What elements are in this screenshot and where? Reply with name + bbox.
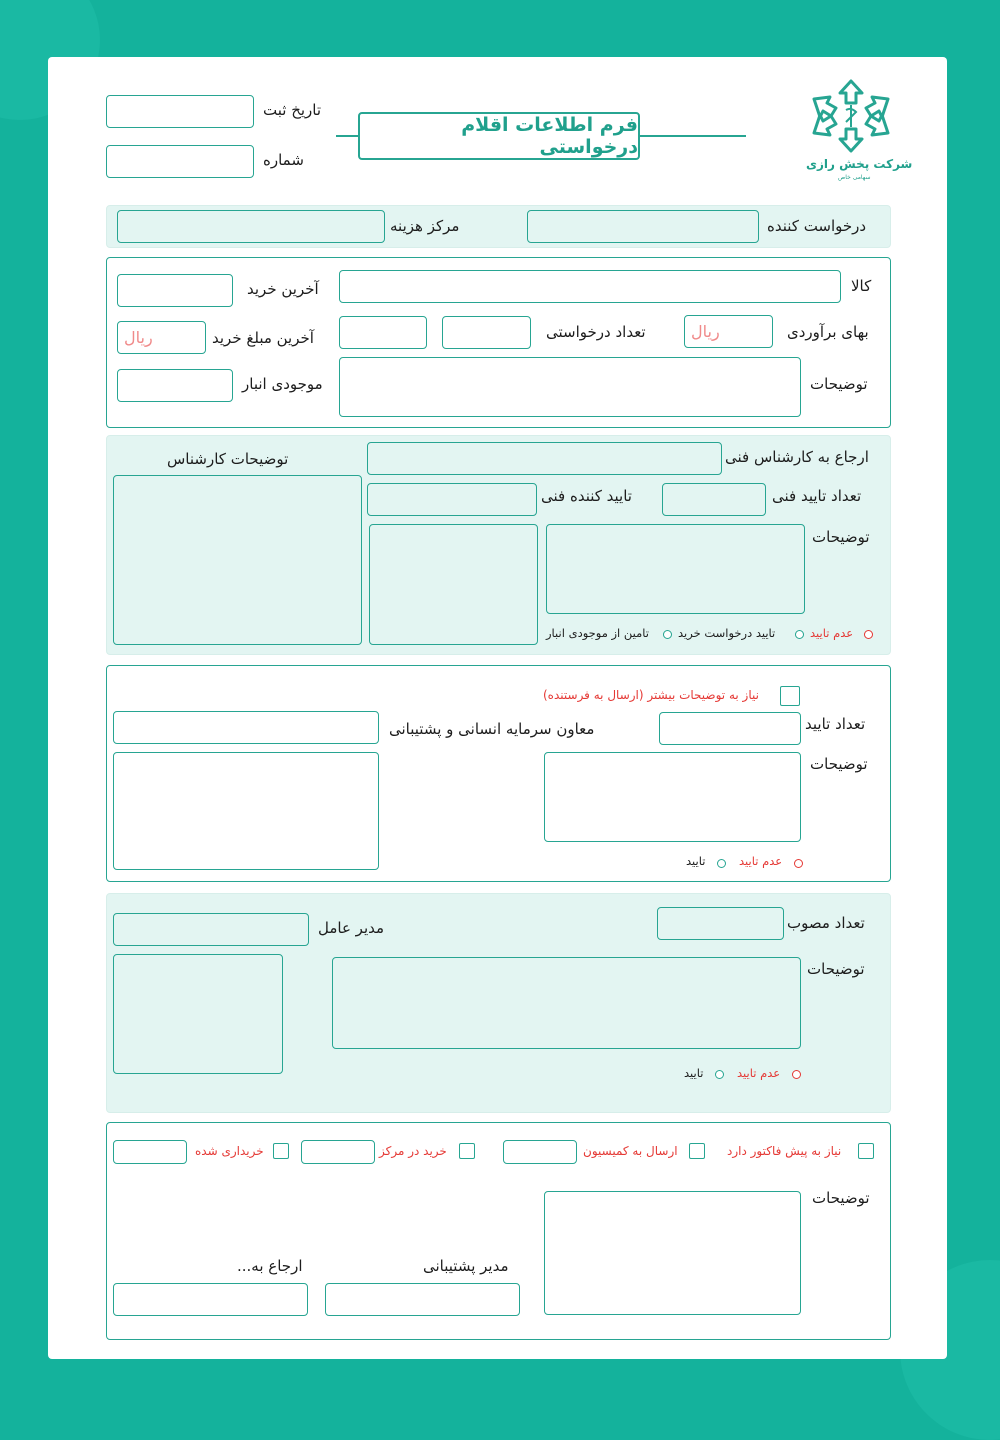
ceo-approve-option-label: تایید [684,1066,704,1080]
requested-qty-field-2[interactable] [339,316,427,349]
ceo-signature-field[interactable] [113,954,283,1074]
purchase-description-field[interactable] [544,1191,801,1315]
last-amount-unit: ریال [124,328,153,347]
tech-approver-label: تایید کننده فنی [541,487,632,505]
company-subtitle: سهامی خاص [838,174,871,181]
need-more-checkbox[interactable] [780,686,800,706]
stock-field[interactable] [117,369,233,402]
approved-count-field[interactable] [657,907,784,940]
form-title-box [358,112,640,160]
requester-section [106,205,891,248]
support-manager-field[interactable] [325,1283,520,1316]
approve-purchase-radio[interactable] [795,630,804,639]
approved-qty-label: تعداد تایید [805,715,866,733]
cost-center-label: مرکز هزینه [390,217,460,235]
ceo-description-field[interactable] [332,957,801,1049]
registration-date-field[interactable] [106,95,254,128]
from-stock-option-label: تامین از موجودی انبار [546,626,650,640]
buy-center-label: خرید در مرکز [379,1144,447,1158]
number-label: شماره [263,151,304,169]
buy-center-field[interactable] [301,1140,375,1164]
deputy-approve-option-label: تایید [686,854,706,868]
reject-radio[interactable] [864,630,873,639]
company-logo-icon [808,77,894,155]
tech-approved-qty-field[interactable] [662,483,766,516]
item-section [106,257,891,428]
tech-approved-qty-label: تعداد تایید فنی [772,487,862,505]
item-description-field[interactable] [339,357,801,417]
ceo-description-label: توضیحات [807,960,865,978]
need-proforma-checkbox[interactable] [858,1143,874,1159]
requester-label: درخواست کننده [767,217,867,235]
last-amount-field[interactable] [117,321,206,354]
tech-approver-field[interactable] [367,483,537,516]
need-proforma-label: نیاز به پیش فاکتور دارد [727,1144,842,1158]
ceo-field[interactable] [113,913,309,946]
item-description-label: توضیحات [810,375,868,393]
deputy-section [106,665,891,882]
deputy-signature-field[interactable] [113,752,379,870]
purchase-section [106,1122,891,1340]
item-field[interactable] [339,270,841,303]
approve-purchase-option-label: تایید درخواست خرید [678,626,776,640]
estimated-price-label: بهای برآوردی [787,323,869,341]
last-amount-label: آخرین مبلغ خرید [212,329,314,347]
cost-center-field[interactable] [117,210,385,243]
purchased-field[interactable] [113,1140,187,1164]
ceo-section [106,893,891,1113]
deputy-reject-radio[interactable] [794,859,803,868]
requested-qty-field[interactable] [442,316,531,349]
send-commission-label: ارسال به کمیسیون [583,1144,678,1158]
requested-qty-label: تعداد درخواستی [546,323,646,341]
deputy-approve-radio[interactable] [717,859,726,868]
number-field[interactable] [106,145,254,178]
tech-description-field[interactable] [546,524,805,614]
requester-field[interactable] [527,210,759,243]
deputy-field[interactable] [113,711,379,744]
title-line-right [640,135,746,137]
refer-to-field[interactable] [113,1283,308,1316]
reject-option-label: عدم تایید [810,626,854,640]
expert-notes-field[interactable] [113,475,362,645]
deputy-reject-option-label: عدم تایید [739,854,783,868]
form-sheet [48,57,947,1359]
form-title: فرم اطلاعات اقلام درخواستی [461,114,638,158]
deputy-description-field[interactable] [544,752,801,842]
purchased-checkbox[interactable] [273,1143,289,1159]
refer-expert-label: ارجاع به کارشناس فنی [725,448,869,466]
purchased-label: خریداری شده [195,1144,264,1158]
from-stock-radio[interactable] [663,630,672,639]
registration-date-label: تاریخ ثبت [263,101,322,119]
need-more-label: نیاز به توضیحات بیشتر (ارسال به فرستنده) [543,688,759,702]
approved-qty-field[interactable] [659,712,801,745]
estimated-price-unit: ریال [691,322,720,341]
technical-section [106,435,891,655]
tech-signature-field[interactable] [369,524,538,645]
expert-notes-label: توضیحات کارشناس [167,450,289,468]
deputy-label: معاون سرمایه انسانی و پشتیبانی [389,720,595,738]
send-commission-field[interactable] [503,1140,577,1164]
title-line-left [336,135,360,137]
support-manager-label: مدیر پشتیبانی [423,1257,509,1275]
last-purchase-label: آخرین خرید [247,280,319,298]
ceo-reject-option-label: عدم تایید [737,1066,781,1080]
deputy-description-label: توضیحات [810,755,868,773]
refer-expert-field[interactable] [367,442,722,475]
last-purchase-field[interactable] [117,274,233,307]
ceo-approve-radio[interactable] [715,1070,724,1079]
stock-label: موجودی انبار [242,375,323,393]
purchase-description-label: توضیحات [812,1189,870,1207]
buy-center-checkbox[interactable] [459,1143,475,1159]
ceo-label: مدیر عامل [318,919,385,937]
estimated-price-field[interactable] [684,315,773,348]
tech-description-label: توضیحات [812,528,870,546]
refer-to-label: ارجاع به... [237,1257,303,1275]
approved-count-label: تعداد مصوب [787,914,865,932]
ceo-reject-radio[interactable] [792,1070,801,1079]
send-commission-checkbox[interactable] [689,1143,705,1159]
item-label: کالا [851,277,872,295]
company-name: شرکت پخش رازی [806,157,913,171]
